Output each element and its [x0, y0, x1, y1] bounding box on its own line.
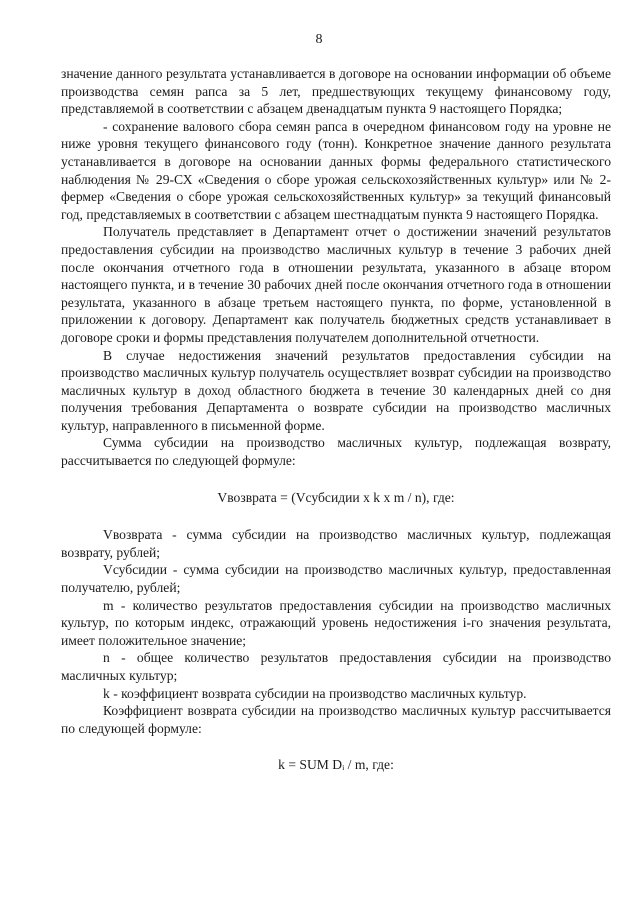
paragraph-formula-intro: Сумма субсидии на производство масличных культур, подлежащая возврату, рассчитывается по следующей формуле:: [61, 435, 611, 469]
definition-m: m - количество результатов предоставления субсидии на производство масличных культур, по которым индекс, отражающий уровень недостижения i-го значения результата, имеет положительное значение;: [61, 597, 611, 648]
definition-v-subsidy: Vсубсидии - сумма субсидии на производство масличных культур, предоставленная получателю, рублей;: [61, 562, 611, 596]
formula-coefficient: k = SUM Dᵢ / m, где:: [278, 757, 394, 773]
definition-k: k - коэффициент возврата субсидии на производство масличных культур.: [103, 685, 527, 701]
definition-n: n - общее количество результатов предоставления субсидии на производство масличных культур;: [61, 650, 611, 683]
paragraph-report: Получатель представляет в Департамент отчет о достижении значений результатов предоставления субсидии на производство масличных культур в течение 3 рабочих дней после окончания отчетного года в отношении результата, указанного в абзаце втором настоящего пункта, и в течение 30 рабочих дней после окончания отчетного года в отношении результата, указанного в абзаце третьем настоящего пункта, по форме, установленной в приложении к договору. Департамент как получатель бюджетных средств устанавливает в договоре сроки и формы представления получателем дополнительной отчетности.: [61, 224, 611, 345]
formula-return-amount: Vвозврата = (Vсубсидии x k x m / n), где:: [217, 489, 455, 505]
paragraph-return-condition: В случае недостижения значений результатов предоставления субсидии на производство масличных культур получатель осуществляет возврат субсидии на производство масличных культур в доход областного бюджета в течение 30 календарных дней со дня получения требования Департамента о возврате субсидии на производство масличных культур, направленного в письменной форме.: [61, 347, 611, 433]
definition-v-return: Vвозврата - сумма субсидии на производство масличных культур, подлежащая возврату, рублей;: [61, 527, 611, 560]
paragraph-result-item: - сохранение валового сбора семян рапса в очередном финансовом году на уровне не ниже уровня текущего финансового году (тонн). Конкретное значение данного результата устанавливается в договоре на основании данных формы федерального статистического наблюдения № 29-СХ «Сведения о сборе урожая сельскохозяйственных культур» или № 2-фермер «Сведения о сборе урожая сельскохозяйственных культур» за текущий финансовый год, представляемых в соответствии с абзацем шестнадцатым пункта 9 настоящего Порядка.: [61, 118, 611, 222]
document-body: [61, 65, 611, 774]
page-number: 8: [315, 32, 323, 47]
paragraph-coefficient-intro: Коэффициент возврата субсидии на производство масличных культур рассчитывается по следующей формуле:: [61, 703, 611, 736]
paragraph-continuation: значение данного результата устанавливается в договоре на основании информации об объеме производства семян рапса за 5 лет, предшествующих текущему финансовому году, представляемой в соответствии с абзацем двенадцатым пункта 9 настоящего Порядка;: [61, 66, 611, 117]
